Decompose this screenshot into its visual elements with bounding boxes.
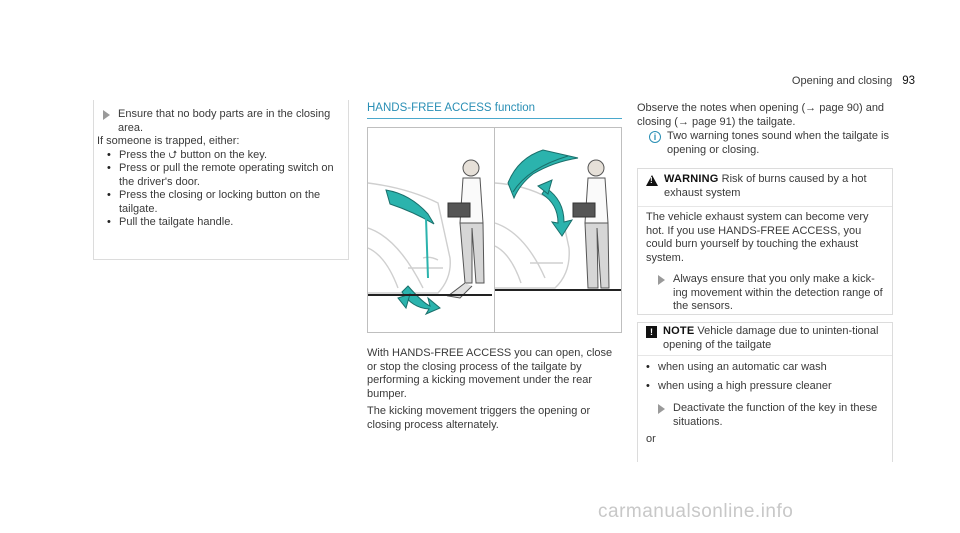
section-title: HANDS-FREE ACCESS function xyxy=(367,102,536,114)
instruction-text: Deactivate the function of the key in these situations. xyxy=(673,402,878,428)
note-headline-wrap xyxy=(663,325,884,353)
page-number: 93 xyxy=(902,75,915,87)
paragraph: With HANDS-FREE ACCESS you can open, close or stop the closing process of the tailgate by performing a kicking movement under the rear bumper. xyxy=(367,347,613,400)
tailgate-right-open xyxy=(508,150,578,198)
instruction-text: Always ensure that you only make a kick-ing movement within the detection range of the sensors. xyxy=(673,273,883,312)
arrow-right-icon xyxy=(103,110,110,120)
hands-free-illustration xyxy=(367,127,622,333)
observe-notes-text: Observe the notes when opening (→ page 90) and closing (→ page 91) the tailgate. xyxy=(637,102,885,128)
list-item: • Press the ⮍ button on the key. xyxy=(107,149,349,163)
note-headline: Vehicle damage due to uninten-tional opening of the tailgate xyxy=(663,325,879,351)
person-right xyxy=(573,160,609,288)
arrow-right-icon xyxy=(658,275,665,285)
note-bullets xyxy=(646,361,884,393)
hands-free-description xyxy=(367,347,622,432)
warning-text: The vehicle exhaust system can become very hot. If you use HANDS-FREE ACCESS, you could burn yourself by touching the exhaust system. xyxy=(646,211,869,264)
warning-triangle-icon xyxy=(646,175,658,186)
note-exclamation-icon: ! xyxy=(646,326,657,338)
note-keyword: NOTE xyxy=(663,325,695,337)
warning-keyword: WARNING xyxy=(664,173,719,185)
instruction-step xyxy=(93,108,349,135)
trapped-intro: If someone is trapped, either: xyxy=(97,135,240,147)
list-item: • Press the closing or locking button on the tailgate. xyxy=(107,189,349,216)
warning-headline: Risk of burns caused by a hot exhaust system xyxy=(664,173,867,199)
note-or: or xyxy=(646,433,656,445)
list-item: • when using an automatic car wash xyxy=(646,361,884,375)
note-body xyxy=(638,356,892,452)
figure-divider xyxy=(494,128,495,332)
note-header xyxy=(638,323,892,356)
section-heading: Opening and closing xyxy=(791,75,893,87)
list-item: • when using a high pressure cleaner xyxy=(646,380,884,394)
watermark: carmanualsonline.info xyxy=(598,501,794,522)
warning-instruction xyxy=(646,273,884,314)
list-item: • Press or pull the remote operating switch on the driver's door. xyxy=(107,162,349,189)
person-left xyxy=(448,160,484,298)
warning-headline-wrap xyxy=(664,173,884,202)
paragraph: The kicking movement triggers the opening or closing process alternately. xyxy=(367,405,591,431)
page-header xyxy=(792,75,915,89)
warning-box xyxy=(637,168,893,315)
note-box xyxy=(637,322,893,462)
kick-arrow-icon xyxy=(398,286,440,314)
list-item: • Pull the tailgate handle. xyxy=(107,216,349,230)
trapped-options-list xyxy=(93,149,349,230)
arrow-right-icon xyxy=(658,404,665,414)
warning-body xyxy=(638,207,892,318)
instruction-text: Ensure that no body parts are in the closing area. xyxy=(118,108,331,134)
note-instruction xyxy=(646,402,884,429)
title-underline xyxy=(367,118,622,119)
trapped-instructions xyxy=(93,108,349,230)
info-note xyxy=(637,130,893,157)
rotation-arrow-icon xyxy=(538,180,572,236)
warning-header xyxy=(638,169,892,207)
info-text: Two warning tones sound when the tailgate is opening or closing. xyxy=(667,130,889,156)
info-icon: i xyxy=(649,131,661,143)
car-rear-right xyxy=(495,183,569,288)
notes-column xyxy=(637,102,893,157)
